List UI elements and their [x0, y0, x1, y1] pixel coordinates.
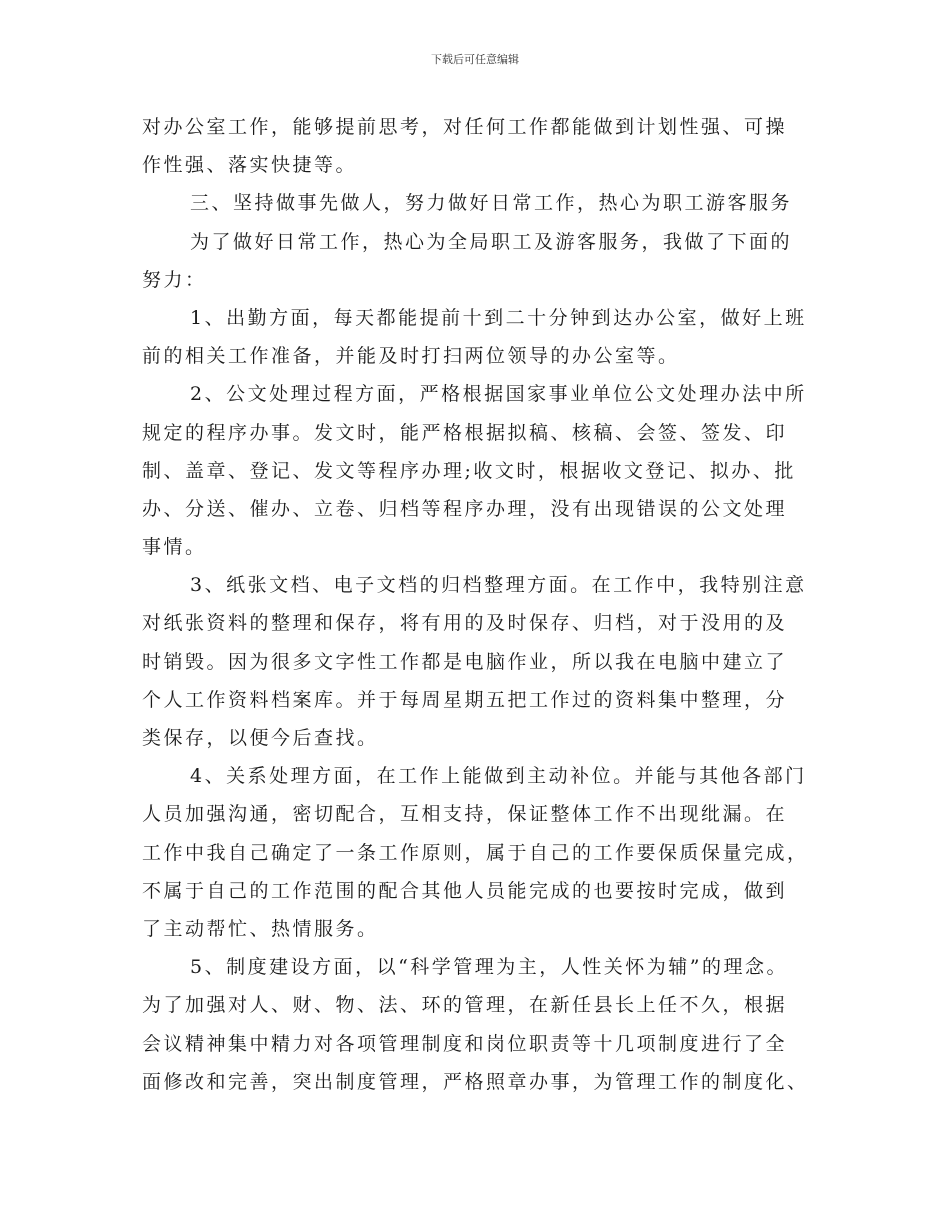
text-line: 面修改和完善，突出制度管理，严格照章办事，为管理工作的制度化、 [142, 1070, 809, 1093]
text-line: 3、纸张文档、电子文档的归档整理方面。在工作中，我特别注意 [190, 574, 807, 597]
text-line: 类保存，以便今后查找。 [142, 727, 379, 749]
text-line: 个人工作资料档案库。并于每周星期五把工作过的资料集中整理，分 [142, 688, 788, 711]
text-line: 三、坚持做事先做人，努力做好日常工作，热心为职工游客服务 [190, 192, 793, 215]
text-line: 会议精神集中精力对各项管理制度和岗位职责等十几项制度进行了全 [142, 1032, 788, 1055]
page-header: 下载后可任意编辑 [431, 53, 519, 66]
text-line: 4、关系处理方面，在工作上能做到主动补位。并能与其他各部门 [190, 765, 807, 788]
text-line: 2、公文处理过程方面，严格根据国家事业单位公文处理办法中所 [190, 383, 807, 406]
document-body [142, 108, 810, 1101]
text-line: 事情。 [142, 536, 207, 559]
text-line: 5、制度建设方面，以“科学管理为主，人性关怀为辅”的理念。 [190, 956, 789, 979]
text-line: 作性强、落实快捷等。 [142, 154, 358, 177]
text-line: 制、盖章、登记、发文等程序办理;收文时，根据收文登记、拟办、批 [142, 459, 796, 482]
text-line: 1、出勤方面，每天都能提前十到二十分钟到达办公室，做好上班 [190, 306, 807, 329]
text-line: 为了做好日常工作，热心为全局职工及游客服务，我做了下面的 [190, 230, 793, 253]
text-line: 为了加强对人、财、物、法、环的管理，在新任县长上任不久，根据 [142, 994, 788, 1017]
text-line: 时销毁。因为很多文字性工作都是电脑作业，所以我在电脑中建立了 [142, 650, 788, 673]
text-line: 前的相关工作准备，并能及时打扫两位领导的办公室等。 [142, 345, 680, 368]
text-line: 对办公室工作，能够提前思考，对任何工作都能做到计划性强、可操 [142, 116, 788, 138]
text-line: 工作中我自己确定了一条工作原则，属于自己的工作要保质保量完成， [142, 841, 809, 864]
text-line: 对纸张资料的整理和保存，将有用的及时保存、归档，对于没用的及 [142, 612, 788, 635]
text-line: 了主动帮忙、热情服务。 [142, 917, 379, 940]
text-line: 办、分送、催办、立卷、归档等程序办理，没有出现错误的公文处理 [142, 497, 788, 520]
text-line: 努力： [142, 268, 207, 291]
text-line: 人员加强沟通，密切配合，互相支持，保证整体工作不出现纰漏。在 [142, 803, 788, 826]
text-line: 不属于自己的工作范围的配合其他人员能完成的也要按时完成，做到 [142, 879, 788, 902]
text-line: 规定的程序办事。发文时，能严格根据拟稿、核稿、会签、签发、印 [142, 421, 788, 444]
